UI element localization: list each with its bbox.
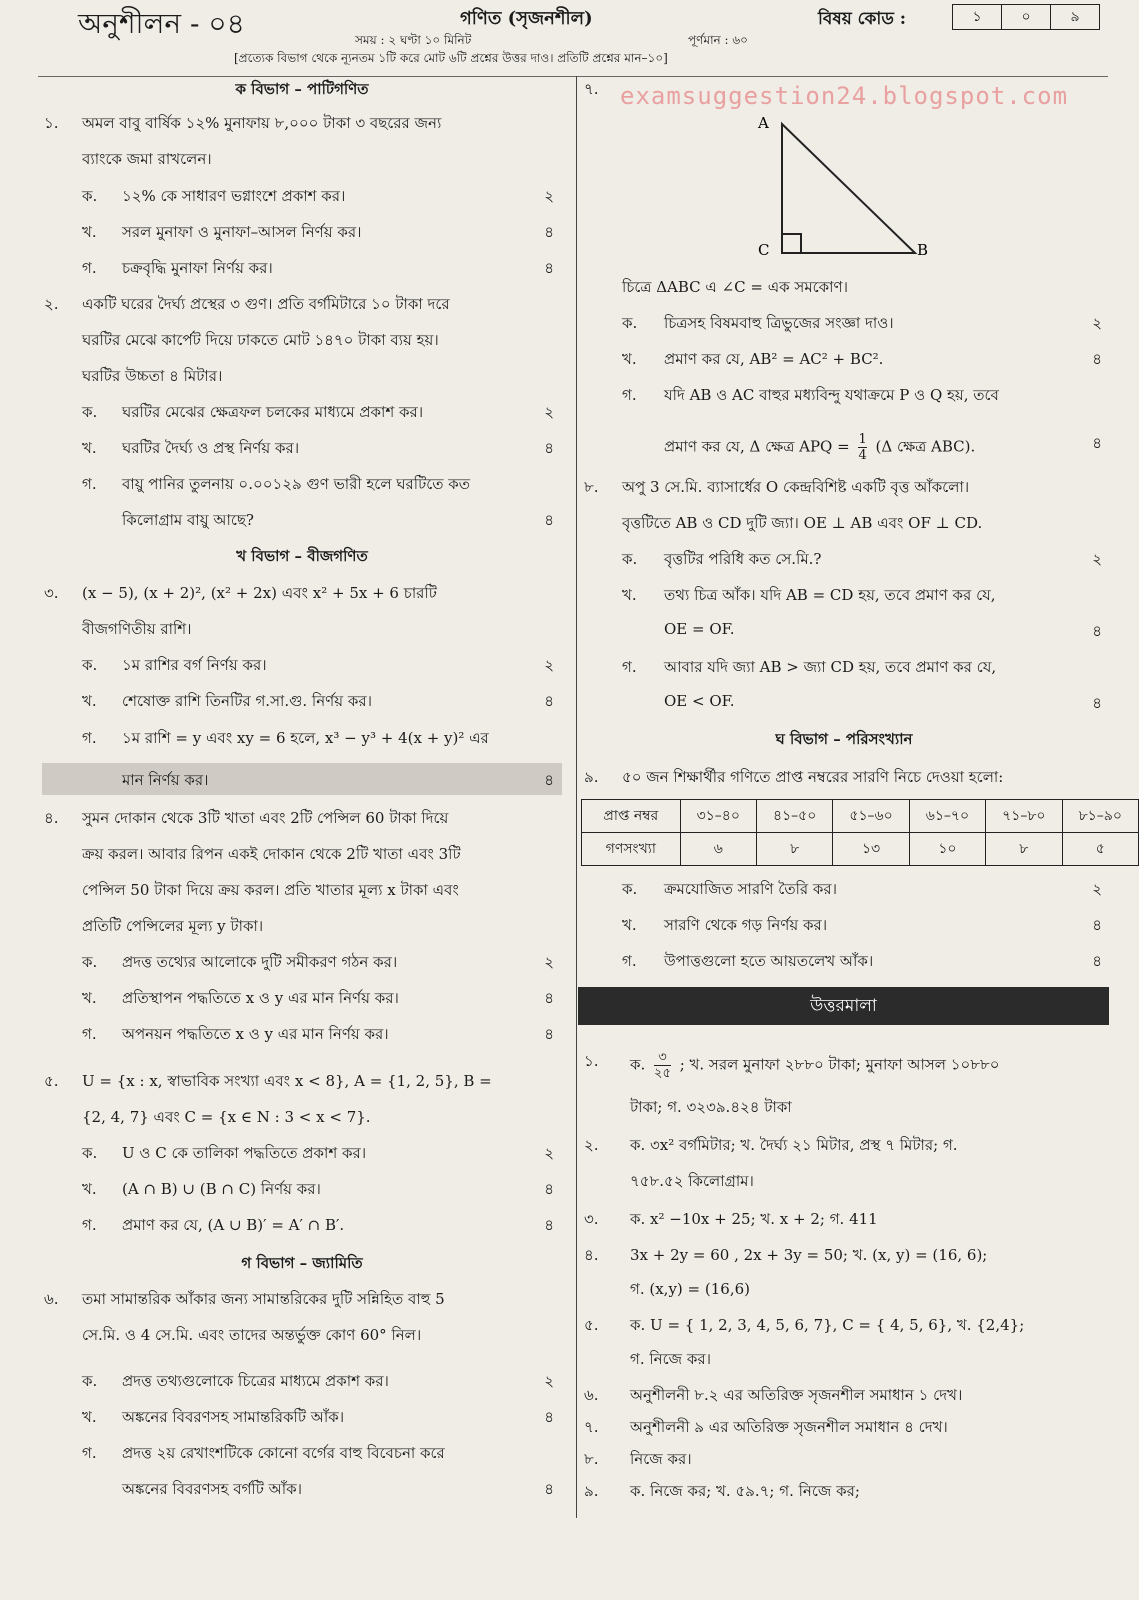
answer-2-text: ৭৫৮.৫২ কিলোগ্রাম। [630,1172,754,1190]
q1-c-marks: ৪ [544,259,554,277]
answer-6-number: ৬. [584,1386,599,1404]
q4-number: ৪. [44,809,59,827]
header-divider [38,76,1108,77]
q6-a-marks: ২ [544,1372,554,1390]
q7-c-text-part: প্রমাণ কর যে, Δ ক্ষেত্র APQ = [664,437,850,456]
answer-3-number: ৩. [584,1210,599,1228]
answer-9-number: ৯. [584,1482,599,1500]
fraction-denominator: ২৫ [654,1066,671,1081]
q8-number: ৮. [584,478,599,496]
table-row-header: গণসংখ্যা [582,833,681,866]
q1-stem: অমল বাবু বার্ষিক ১২% মুনাফায় ৮,০০০ টাকা ৩ বছরের জন্য [82,114,442,132]
q1-b-marks: ৪ [544,223,554,241]
q6-b-label: খ. [82,1408,97,1426]
q4-a-marks: ২ [544,953,554,971]
q1-a-label: ক. [82,187,98,205]
q9-a-label: ক. [622,880,638,898]
vertex-label-b: B [917,241,929,258]
q4-b-label: খ. [82,989,97,1007]
fraction-one-quarter [858,432,866,463]
answer-5-text: গ. নিজে কর। [630,1350,711,1368]
q5-b-text: (A ∩ B) ∪ (B ∩ C) নির্ণয় কর। [122,1180,321,1198]
q1-a-marks: ২ [544,187,554,205]
q5-b-label: খ. [82,1180,97,1198]
section-heading-kha: খ বিভাগ – বীজগণিত [236,547,368,565]
q6-number: ৬. [44,1290,59,1308]
q3-number: ৩. [44,584,59,602]
q2-c-text: কিলোগ্রাম বায়ু আছে? [122,511,254,529]
q2-a-label: ক. [82,403,98,421]
q3-stem: (x − 5), (x + 2)², (x² + 2x) এবং x² + 5x + 6 চারটি [82,584,437,602]
q3-c-text: মান নির্ণয় কর। [122,771,209,789]
table-cell: ৫১–৬০ [833,800,909,833]
answer-1-label: ক. [630,1055,646,1074]
exam-time: সময় : ২ ঘণ্টা ১০ মিনিট [355,33,472,47]
answer-5-text: ক. U = { 1, 2, 3, 4, 5, 6, 7}, C = { 4, 5, 6}, খ. {2,4}; [630,1316,1025,1334]
q3-c-marks: ৪ [544,771,554,789]
table-cell: ১৩ [833,833,909,866]
q6-b-marks: ৪ [544,1408,554,1426]
q6-a-text: প্রদত্ত তথ্যগুলোকে চিত্রের মাধ্যমে প্রকাশ কর। [122,1372,389,1390]
answer-5-number: ৫. [584,1316,599,1334]
q1-b-label: খ. [82,223,97,241]
q4-b-marks: ৪ [544,989,554,1007]
q4-c-text: অপনয়ন পদ্ধতিতে x ও y এর মান নির্ণয় কর। [122,1025,389,1043]
q7-number: ৭. [584,80,599,98]
q7-c-text-part: (Δ ক্ষেত্র ABC). [875,437,976,456]
q6-a-label: ক. [82,1372,98,1390]
subject-code-box [952,4,1100,30]
q3-a-marks: ২ [544,656,554,674]
subject-code-label: বিষয় কোড : [818,9,907,29]
code-digit: ৯ [1070,9,1080,25]
q4-a-label: ক. [82,953,98,971]
q9-stem: ৫০ জন শিক্ষার্থীর গণিতে প্রাপ্ত নম্বরের সারণি নিচে দেওয়া হলো: [622,768,1004,786]
answer-6-text: অনুশীলনী ৮.২ এর অতিরিক্ত সৃজনশীল সমাধান ১ দেখ। [630,1386,963,1404]
fraction-numerator: 1 [858,432,867,447]
q3-a-label: ক. [82,656,98,674]
q7-b-label: খ. [622,350,637,368]
q1-b-text: সরল মুনাফা ও মুনাফা–আসল নির্ণয় কর। [122,223,362,241]
q2-stem: ঘরটির উচ্চতা ৪ মিটার। [82,367,223,385]
answer-8-text: নিজে কর। [630,1450,692,1468]
q3-b-label: খ. [82,692,97,710]
section-heading-gha: ঘ বিভাগ – পরিসংখ্যান [775,730,913,748]
column-divider [576,76,577,1518]
q3-a-text: ১ম রাশির বর্গ নির্ণয় কর। [122,656,267,674]
q9-c-label: গ. [622,952,637,970]
exercise-title: অনুশীলন - ০৪ [78,7,245,40]
q4-stem: পেন্সিল 50 টাকা দিয়ে ক্রয় করল। প্রতি খাতার মূল্য x টাকা এবং [82,881,459,899]
q6-c-text: প্রদত্ত ২য় রেখাংশটিকে কোনো বর্গের বাহু বিবেচনা করে [122,1444,445,1462]
right-angle-mark [782,234,801,253]
q9-c-text: উপাত্তগুলো হতে আয়তলেখ আঁক। [664,952,874,970]
q5-a-text: U ও C কে তালিকা পদ্ধতিতে প্রকাশ কর। [122,1144,367,1162]
q8-c-text: OE < OF. [664,692,735,710]
answer-9-text: ক. নিজে কর; খ. ৫৯.৭; গ. নিজে কর; [630,1482,860,1500]
q7-c-label: গ. [622,386,637,404]
q4-c-marks: ৪ [544,1025,554,1043]
table-cell: ৮১–৯০ [1062,800,1138,833]
q7-c-text: যদি AB ও AC বাহুর মধ্যবিন্দু যথাক্রমে P ও Q হয়, তবে [664,386,999,404]
q9-a-text: ক্রমযোজিত সারণি তৈরি কর। [664,880,838,898]
q4-stem: সুমন দোকান থেকে 3টি খাতা এবং 2টি পেন্সিল 60 টাকা দিয়ে [82,809,449,827]
answer-7-number: ৭. [584,1418,599,1436]
table-cell: ১০ [909,833,985,866]
answer-4-text: 3x + 2y = 60 , 2x + 3y = 50; খ. (x, y) = (16, 6); [630,1246,988,1264]
table-cell: ৬ [680,833,756,866]
q6-stem: সে.মি. ও 4 সে.মি. এবং তাদের অন্তর্ভুক্ত কোণ 60° নিল। [82,1326,422,1344]
q5-a-label: ক. [82,1144,98,1162]
q6-stem: তমা সামান্তরিক আঁকার জন্য সামান্তরিকের দুটি সন্নিহিত বাহু 5 [82,1290,445,1308]
q3-b-text: শেষোক্ত রাশি তিনটির গ.সা.গু. নির্ণয় কর। [122,692,372,710]
q3-c-label: গ. [82,729,97,747]
highlight-band [42,763,562,795]
q7-b-text: প্রমাণ কর যে, AB² = AC² + BC². [664,350,884,368]
q7-c-text [664,432,975,463]
table-row-header: প্রাপ্ত নম্বর [582,800,681,833]
q2-stem: একটি ঘরের দৈর্ঘ্য প্রস্থের ৩ গুণ। প্রতি বর্গমিটারে ১০ টাকা দরে [82,295,450,313]
q3-b-marks: ৪ [544,692,554,710]
q7-b-marks: ৪ [1092,350,1102,368]
q6-c-label: গ. [82,1444,97,1462]
q8-c-marks: ৪ [1092,694,1102,712]
q5-stem: U = {x : x, স্বাভাবিক সংখ্যা এবং x < 8}, A = {1, 2, 5}, B = [82,1072,492,1090]
subject-title: গণিত (সৃজনশীল) [460,8,593,29]
vertex-label-a: A [758,114,769,132]
fraction-3-25 [654,1050,671,1081]
answer-1-text: টাকা; গ. ৩২৩৯.৪২৪ টাকা [630,1098,792,1116]
marks-frequency-table [581,799,1139,866]
q5-c-text: প্রমাণ কর যে, (A ∪ B)′ = A′ ∩ B′. [122,1216,345,1234]
table-cell: ৮ [756,833,832,866]
answer-2-text: ক. ৩x² বর্গমিটার; খ. দৈর্ঘ্য ২১ মিটার, প্রস্থ ৭ মিটার; গ. [630,1136,958,1154]
q2-number: ২. [44,295,59,313]
q8-a-label: ক. [622,550,638,568]
code-digit: ১ [953,5,1002,29]
q8-b-text: OE = OF. [664,620,735,638]
table-row [582,800,1139,833]
q5-c-label: গ. [82,1216,97,1234]
q8-stem: অপু 3 সে.মি. ব্যাসার্ধের O কেন্দ্রবিশিষ্ট একটি বৃত্ত আঁকলো। [622,478,970,496]
q8-b-label: খ. [622,586,637,604]
q2-c-label: গ. [82,475,97,493]
full-marks: পূর্ণমান : ৬০ [688,33,748,47]
answer-4-number: ৪. [584,1246,599,1264]
q5-b-marks: ৪ [544,1180,554,1198]
q7-stem: চিত্রে ΔABC এ ∠C = এক সমকোণ। [622,278,848,296]
q8-b-text: তথ্য চিত্র আঁক। যদি AB = CD হয়, তবে প্রমাণ কর যে, [664,586,996,604]
q6-c-marks: ৪ [544,1480,554,1498]
q6-b-text: অঙ্কনের বিবরণসহ সামান্তরিকটি আঁক। [122,1408,345,1426]
q8-b-marks: ৪ [1092,622,1102,640]
q4-stem: ক্রয় করল। আবার রিপন একই দোকান থেকে 2টি খাতা এবং 3টি [82,845,461,863]
q1-number: ১. [44,114,59,132]
q2-a-text: ঘরটির মেঝের ক্ষেত্রফল চলকের মাধ্যমে প্রকাশ কর। [122,403,424,421]
q1-c-text: চক্রবৃদ্ধি মুনাফা নির্ণয় কর। [122,259,273,277]
q9-b-text: সারণি থেকে গড় নির্ণয় কর। [664,916,828,934]
q6-c-text: অঙ্কনের বিবরণসহ বর্গটি আঁক। [122,1480,303,1498]
fraction-numerator: ৩ [654,1050,671,1066]
q4-a-text: প্রদত্ত তথ্যের আলোকে দুটি সমীকরণ গঠন কর। [122,953,398,971]
fraction-denominator: 4 [858,448,867,463]
answer-1-text [630,1050,999,1081]
instruction: [প্রত্যেক বিভাগ থেকে ন্যূনতম ১টি করে মোট ৬টি প্রশ্নের উত্তর দাও। প্রতিটি প্রশ্নের মান–১০] [234,51,668,65]
table-cell: ৪১–৫০ [756,800,832,833]
section-heading-ka: ক বিভাগ – পাটিগণিত [235,80,369,98]
answers-heading: উত্তরমালা [578,987,1109,1025]
q2-c-marks: ৪ [544,511,554,529]
answer-1-number: ১. [584,1052,599,1070]
q8-a-marks: ২ [1092,550,1102,568]
q8-c-label: গ. [622,658,637,676]
q5-a-marks: ২ [544,1144,554,1162]
q9-c-marks: ৪ [1092,952,1102,970]
q2-a-marks: ২ [544,403,554,421]
q7-a-marks: ২ [1092,314,1102,332]
q2-b-marks: ৪ [544,439,554,457]
q7-a-text: চিত্রসহ বিষমবাহু ত্রিভুজের সংজ্ঞা দাও। [664,314,894,332]
answer-8-number: ৮. [584,1450,599,1468]
q1-stem: ব্যাংকে জমা রাখলেন। [82,150,212,168]
q9-number: ৯. [584,768,599,786]
q5-c-marks: ৪ [544,1216,554,1234]
answer-4-text: গ. (x,y) = (16,6) [630,1280,750,1298]
q8-a-text: বৃত্তটির পরিধি কত সে.মি.? [664,550,822,568]
q5-stem: {2, 4, 7} এবং C = {x ∈ N : 3 < x < 7}. [82,1108,371,1126]
q9-b-marks: ৪ [1092,916,1102,934]
q9-a-marks: ২ [1092,880,1102,898]
table-cell: ৬১–৭০ [909,800,985,833]
q8-c-text: আবার যদি জ্যা AB > জ্যা CD হয়, তবে প্রমাণ কর যে, [664,658,997,676]
q4-c-label: গ. [82,1025,97,1043]
answer-7-text: অনুশীলনী ৯ এর অতিরিক্ত সৃজনশীল সমাধান ৪ দেখ। [630,1418,948,1436]
q3-c-text: ১ম রাশি = y এবং xy = 6 হলে, x³ − y³ + 4(x + y)² এর [122,729,489,747]
q5-number: ৫. [44,1072,59,1090]
q2-b-text: ঘরটির দৈর্ঘ্য ও প্রস্থ নির্ণয় কর। [122,439,300,457]
q1-c-label: গ. [82,259,97,277]
answer-1-rest: ; খ. সরল মুনাফা ২৮৮০ টাকা; মুনাফা আসল ১০৮৮০ [679,1055,1000,1074]
answer-3-text: ক. x² −10x + 25; খ. x + 2; গ. 411 [630,1210,878,1228]
code-digit: ০ [1002,5,1051,29]
section-heading-ga: গ বিভাগ – জ্যামিতি [241,1254,363,1272]
answer-2-number: ২. [584,1136,599,1154]
q4-b-text: প্রতিস্থাপন পদ্ধতিতে x ও y এর মান নির্ণয় কর। [122,989,399,1007]
q7-c-marks: ৪ [1092,434,1102,452]
q7-a-label: ক. [622,314,638,332]
watermark: examsuggestion24.blogspot.com [620,82,1069,110]
right-triangle-figure [750,108,930,258]
table-cell: ৮ [986,833,1062,866]
q2-c-text: বায়ু পানির তুলনায় ০.০০১২৯ গুণ ভারী হলে ঘরটিতে কত [122,475,471,493]
q2-stem: ঘরটির মেঝে কার্পেট দিয়ে ঢাকতে মোট ১৪৭০ টাকা ব্যয় হয়। [82,331,439,349]
table-cell: ৩১–৪০ [680,800,756,833]
q8-stem: বৃত্তটিতে AB ও CD দুটি জ্যা। OE ⊥ AB এবং OF ⊥ CD. [622,514,983,532]
table-cell: ৭১–৮০ [986,800,1062,833]
table-cell: ৫ [1062,833,1138,866]
q9-b-label: খ. [622,916,637,934]
table-row [582,833,1139,866]
q2-b-label: খ. [82,439,97,457]
vertex-label-c: C [758,241,770,258]
q4-stem: প্রতিটি পেন্সিলের মূল্য y টাকা। [82,917,264,935]
q1-a-text: ১২% কে সাধারণ ভগ্নাংশে প্রকাশ কর। [122,187,346,205]
q3-stem: বীজগণিতীয় রাশি। [82,620,192,638]
